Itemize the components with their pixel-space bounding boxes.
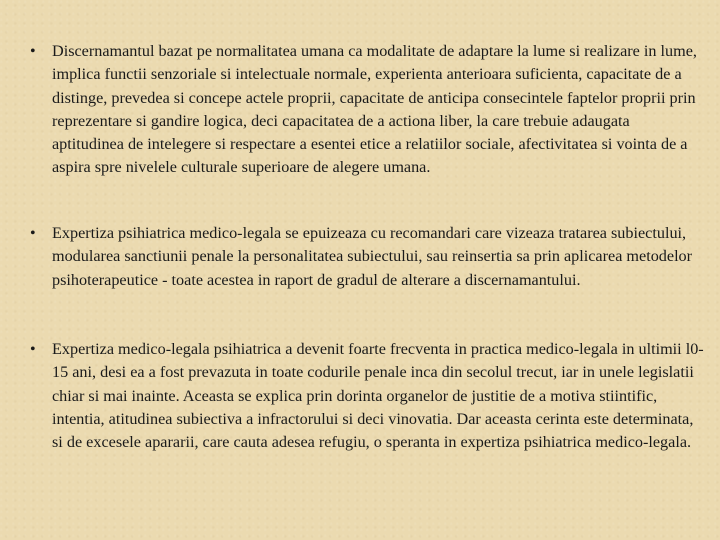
bullet-text: Expertiza medico-legala psihiatrica a devenit foarte frecventa in practica medico-legala in ultimii l0-15 ani, desi ea a fost prevazuta in toate codurile penale inca din secolul trecut, iar in unele legislatii chiar si mai inainte. Aceasta se explica prin dorinta organelor de justitie de a motiva stiintific, intentia, atitudinea subiectiva a infractorului si deci vinovatia. Dar aceasta cerinta este determinata, si de excesele apararii, care cauta adesea refugiu, o speranta in expertiza psihiatrica medico-legala.: [52, 340, 704, 452]
bullet-text: Expertiza psihiatrica medico-legala se epuizeaza cu recomandari care vizeaza tratarea subiectului, modularea sanctiunii penale la personalitatea subiectului, sau reinsertia sa prin aplicarea metodelor psihoterapeutice - toate acestea in raport de gradul de alterare a discernamantului.: [52, 224, 693, 289]
bullet-marker: •: [30, 225, 36, 242]
bullet-text: Discernamantul bazat pe normalitatea umana ca modalitate de adaptare la lume si realizare in lume, implica functii senzoriale si intelectuale normale, experienta anterioara suficienta, capacitate de a distinge, prevedea si concepe actele proprii, capacitate de anticipa consecintele faptelor proprii prin reprezentare si gandire logica, deci capacitatea de a actiona liber, la care trebuie adaugata aptitudinea de intelegere si respectare a esentei etice a relatiilor sociale, afectivitatea si vointa de a aspira spre nivelele culturale superioare de alegere umana.: [52, 42, 697, 177]
bullet-marker: •: [30, 43, 36, 60]
bullet-marker: •: [30, 341, 36, 358]
